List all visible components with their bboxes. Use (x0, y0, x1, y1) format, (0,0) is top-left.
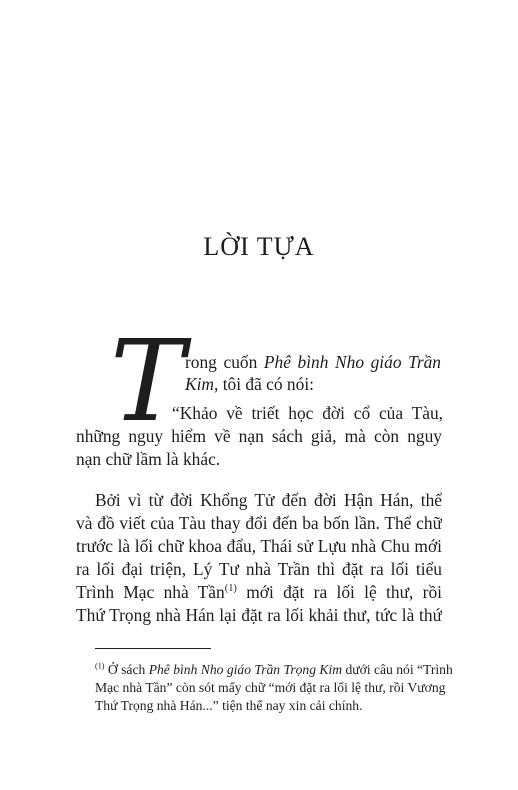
book-title-italic: Phê bình Nho giáo Trần Trọng Kim (148, 662, 343, 677)
paragraph-1-line-1 (185, 352, 441, 372)
quote-line-1: “Khảo về triết học đời cổ của Tàu, (172, 403, 443, 423)
quote-line-2: những nguy hiểm về nạn sách giả, mà còn nguy (76, 426, 442, 446)
text: mới đặt ra lối lệ thư, rồi (246, 582, 442, 602)
drop-cap: T (110, 317, 185, 447)
quote-line-3: nạn chữ lầm là khác. (76, 449, 221, 469)
footnote-line-3: Thứ Trọng nhà Hán...” tiện thể nay xin cải chính. (95, 698, 363, 713)
text: Trình Mạc nhà Tần (76, 582, 225, 602)
book-title-italic: Phê bình Nho giáo Trần (263, 352, 441, 372)
paragraph-1-line-2 (185, 374, 314, 394)
footnote-ref[interactable]: (1) (224, 583, 237, 595)
text: rong cuốn (185, 352, 264, 372)
text: Ở sách (104, 662, 149, 677)
paragraph-2-line-2: và đồ viết của Tàu thay đổi đến ba bốn lần. Thể chữ (76, 513, 442, 533)
paragraph-2-line-5 (76, 582, 442, 602)
text: , tôi đã có nói: (214, 374, 314, 394)
book-title-italic: Kim (185, 374, 214, 394)
paragraph-2-line-3: trước là lối chữ khoa đẩu, Thái sử Lựu nhà Chu mới (76, 536, 442, 556)
text: dưới câu nói “Trình (342, 662, 453, 677)
footnote-line-2: Mạc nhà Tần” còn sót mấy chữ “mới đặt ra lối lệ thư, rồi Vương (95, 680, 446, 695)
paragraph-2-line-1: Bởi vì từ đời Khổng Tử đến đời Hận Hán, thể (95, 490, 442, 510)
paragraph-2-line-6: Thứ Trọng nhà Hán lại đặt ra lối khải thư, tức là thứ (76, 605, 442, 625)
footnote-divider (95, 648, 211, 649)
footnote-line-1 (95, 662, 453, 678)
paragraph-2-line-4: ra lối đại triện, Lý Tư nhà Trần thì đặt ra lối tiểu (76, 559, 442, 579)
page-title: LỜI TỰA (203, 232, 315, 261)
footnote-number: (1) (95, 661, 105, 671)
